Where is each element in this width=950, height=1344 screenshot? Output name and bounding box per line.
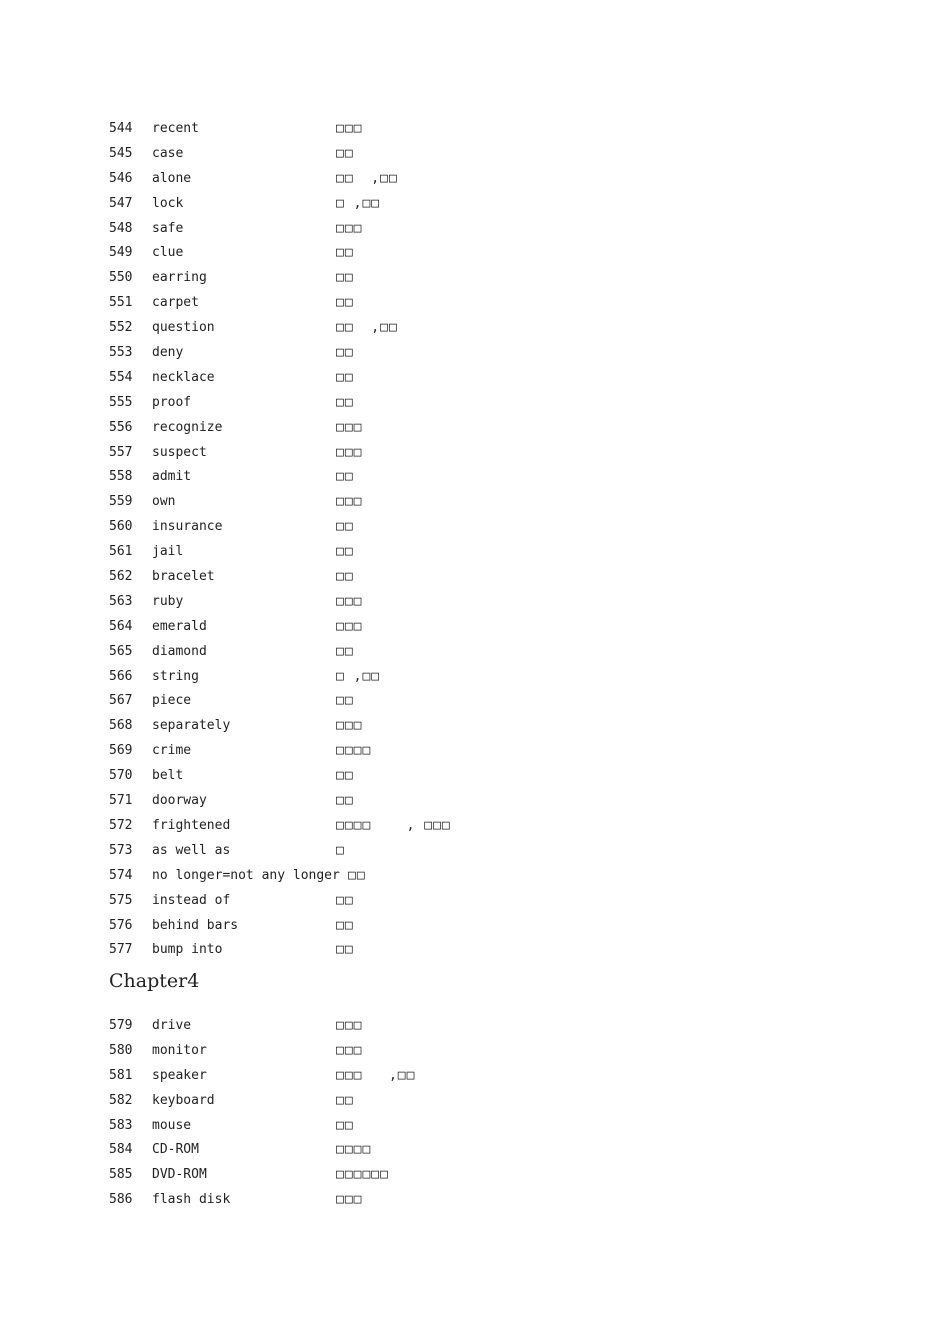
vocab-row — [109, 465, 909, 490]
vocab-row — [109, 1014, 909, 1039]
vocab-gloss: □□□□ — [336, 1142, 372, 1158]
vocab-gloss: □□ — [336, 768, 354, 784]
vocab-row — [109, 739, 909, 764]
vocab-row — [109, 565, 909, 590]
vocab-number: 545 — [109, 145, 133, 161]
vocab-number: 554 — [109, 369, 133, 385]
vocab-row — [109, 1138, 909, 1163]
chapter-heading: Chapter4 — [109, 970, 200, 992]
vocab-gloss: □□□□□□ — [336, 1167, 389, 1183]
vocab-gloss: □□ — [336, 394, 354, 410]
vocab-row — [109, 1064, 909, 1089]
vocab-word: piece — [152, 693, 192, 709]
vocab-gloss: □□□ — [336, 1192, 363, 1208]
vocab-number: 585 — [109, 1167, 133, 1183]
vocab-gloss: □□ — [336, 295, 354, 311]
vocab-word: monitor — [152, 1042, 207, 1058]
vocab-word: CD-ROM — [152, 1142, 199, 1158]
vocab-row — [109, 416, 909, 441]
vocab-number: 557 — [109, 444, 133, 460]
vocab-gloss: □□ — [336, 270, 354, 286]
vocab-word: drive — [152, 1018, 192, 1033]
vocab-word: insurance — [152, 519, 223, 535]
vocab-row — [109, 889, 909, 914]
vocab-number: 586 — [109, 1192, 133, 1208]
vocab-row — [109, 117, 909, 142]
vocab-word: string — [152, 668, 199, 684]
vocab-gloss: □□□ — [336, 718, 363, 734]
vocab-number: 576 — [109, 917, 133, 933]
vocab-row — [109, 689, 909, 714]
vocab-number: 582 — [109, 1092, 133, 1108]
vocab-word: separately — [152, 718, 231, 734]
vocab-word: deny — [152, 345, 184, 361]
vocab-number: 583 — [109, 1117, 133, 1133]
vocab-number: 572 — [109, 817, 133, 833]
vocab-number: 566 — [109, 668, 133, 684]
vocab-word: keyboard — [152, 1092, 215, 1108]
vocab-number: 547 — [109, 195, 133, 211]
vocab-number: 570 — [109, 768, 133, 784]
vocab-word: flash disk — [152, 1192, 231, 1208]
vocab-number: 544 — [109, 121, 133, 136]
vocab-row — [109, 241, 909, 266]
vocab-word: bracelet — [152, 569, 215, 585]
vocab-word: ruby — [152, 593, 184, 609]
vocab-number: 567 — [109, 693, 133, 709]
vocab-word: recognize — [152, 419, 223, 435]
vocab-row — [109, 764, 909, 789]
vocab-row — [109, 714, 909, 739]
vocab-gloss: □□ — [336, 345, 354, 361]
vocab-number: 546 — [109, 170, 133, 186]
vocab-gloss: □□ ,□□ — [336, 320, 398, 336]
vocab-row — [109, 540, 909, 565]
vocab-gloss: □□ — [336, 1117, 354, 1133]
vocab-number: 564 — [109, 618, 133, 634]
vocab-row — [109, 665, 909, 690]
vocab-row — [109, 590, 909, 615]
vocab-row — [109, 192, 909, 217]
vocab-row — [109, 217, 909, 242]
vocab-number: 569 — [109, 743, 133, 759]
vocab-row — [109, 640, 909, 665]
vocab-gloss: □□ — [336, 145, 354, 161]
vocabulary-list-1 — [109, 117, 909, 963]
vocab-word: lock — [152, 195, 184, 211]
vocab-row — [109, 366, 909, 391]
vocab-word: behind bars — [152, 917, 239, 933]
vocab-gloss: □□ ,□□ — [336, 170, 398, 186]
vocab-gloss: □□ — [336, 892, 354, 908]
vocab-gloss: □□ — [336, 369, 354, 385]
vocab-word: bump into — [152, 942, 223, 958]
vocab-gloss: □ ,□□ — [336, 668, 381, 684]
vocab-number: 548 — [109, 220, 133, 236]
vocab-gloss: □□□ — [336, 121, 363, 136]
vocab-word: earring — [152, 270, 207, 286]
vocab-gloss: □□□ — [336, 1018, 363, 1033]
vocab-word: case — [152, 145, 184, 161]
vocab-number: 553 — [109, 345, 133, 361]
vocab-gloss: □ ,□□ — [336, 195, 381, 211]
vocab-row — [109, 938, 909, 963]
vocab-word: jail — [152, 544, 184, 560]
vocab-word: doorway — [152, 793, 207, 809]
vocab-number: 550 — [109, 270, 133, 286]
vocab-word: frightened — [152, 817, 231, 833]
vocab-word: safe — [152, 220, 184, 236]
vocab-gloss: □□ — [336, 519, 354, 535]
vocab-gloss: □□□□ , □□□ — [336, 817, 451, 833]
vocab-word: necklace — [152, 369, 215, 385]
vocab-number: 577 — [109, 942, 133, 958]
vocab-gloss: □□□ ,□□ — [336, 1067, 416, 1083]
vocab-row — [109, 864, 909, 889]
vocab-number: 549 — [109, 245, 133, 261]
vocab-gloss: □□ — [348, 867, 366, 883]
vocab-gloss: □□□ — [336, 618, 363, 634]
vocab-gloss: □□ — [336, 469, 354, 485]
vocab-gloss: □□ — [336, 793, 354, 809]
vocab-word: diamond — [152, 643, 207, 659]
vocab-word: DVD-ROM — [152, 1167, 207, 1183]
vocab-gloss: □ — [336, 842, 345, 858]
vocab-word: suspect — [152, 444, 207, 460]
vocab-word: instead of — [152, 892, 231, 908]
vocab-gloss: □□□ — [336, 1042, 363, 1058]
vocab-row — [109, 316, 909, 341]
vocab-word: no longer=not any longer — [152, 867, 340, 883]
vocab-word: mouse — [152, 1117, 192, 1133]
vocab-gloss: □□ — [336, 569, 354, 585]
vocab-gloss: □□ — [336, 917, 354, 933]
vocab-number: 580 — [109, 1042, 133, 1058]
vocab-number: 563 — [109, 593, 133, 609]
vocab-row — [109, 515, 909, 540]
vocab-row — [109, 441, 909, 466]
vocab-word: own — [152, 494, 176, 510]
vocab-row — [109, 1114, 909, 1139]
vocab-row — [109, 1163, 909, 1188]
vocab-gloss: □□ — [336, 544, 354, 560]
vocab-number: 565 — [109, 643, 133, 659]
vocab-number: 551 — [109, 295, 133, 311]
vocab-number: 562 — [109, 569, 133, 585]
vocab-gloss: □□□ — [336, 419, 363, 435]
vocab-gloss: □□ — [336, 245, 354, 261]
vocab-row — [109, 1188, 909, 1213]
vocab-row — [109, 341, 909, 366]
vocab-number: 555 — [109, 394, 133, 410]
vocab-number: 559 — [109, 494, 133, 510]
vocab-number: 571 — [109, 793, 133, 809]
vocab-row — [109, 142, 909, 167]
vocab-row — [109, 167, 909, 192]
vocab-row — [109, 839, 909, 864]
vocab-number: 556 — [109, 419, 133, 435]
vocab-row — [109, 914, 909, 939]
vocab-gloss: □□□□ — [336, 743, 372, 759]
vocab-number: 581 — [109, 1067, 133, 1083]
vocab-gloss: □□ — [336, 1092, 354, 1108]
vocab-number: 568 — [109, 718, 133, 734]
vocab-word: admit — [152, 469, 192, 485]
vocab-word: crime — [152, 743, 192, 759]
vocab-word: belt — [152, 768, 184, 784]
vocab-row — [109, 1039, 909, 1064]
vocab-word: question — [152, 320, 215, 336]
vocab-number: 552 — [109, 320, 133, 336]
vocab-row — [109, 391, 909, 416]
vocab-gloss: □□□ — [336, 494, 363, 510]
vocab-number: 560 — [109, 519, 133, 535]
vocab-gloss: □□ — [336, 643, 354, 659]
vocab-row — [109, 1089, 909, 1114]
vocab-number: 558 — [109, 469, 133, 485]
vocab-word: speaker — [152, 1067, 207, 1083]
vocab-gloss: □□ — [336, 693, 354, 709]
vocab-number: 579 — [109, 1018, 133, 1033]
vocab-number: 561 — [109, 544, 133, 560]
vocab-word: proof — [152, 394, 192, 410]
vocab-row — [109, 490, 909, 515]
vocab-gloss: □□□ — [336, 593, 363, 609]
vocab-number: 574 — [109, 867, 133, 883]
vocab-number: 573 — [109, 842, 133, 858]
vocab-word: recent — [152, 121, 199, 136]
vocab-gloss: □□□ — [336, 220, 363, 236]
vocab-word: clue — [152, 245, 184, 261]
vocab-word: carpet — [152, 295, 199, 311]
vocab-gloss: □□□ — [336, 444, 363, 460]
vocab-row — [109, 789, 909, 814]
vocab-number: 575 — [109, 892, 133, 908]
vocab-row — [109, 291, 909, 316]
vocab-row — [109, 266, 909, 291]
vocab-row — [109, 814, 909, 839]
vocab-word: emerald — [152, 618, 207, 634]
vocab-word: alone — [152, 170, 192, 186]
vocab-word: as well as — [152, 842, 231, 858]
vocabulary-list-2 — [109, 1014, 909, 1213]
vocab-number: 584 — [109, 1142, 133, 1158]
vocab-gloss: □□ — [336, 942, 354, 958]
vocab-row — [109, 615, 909, 640]
